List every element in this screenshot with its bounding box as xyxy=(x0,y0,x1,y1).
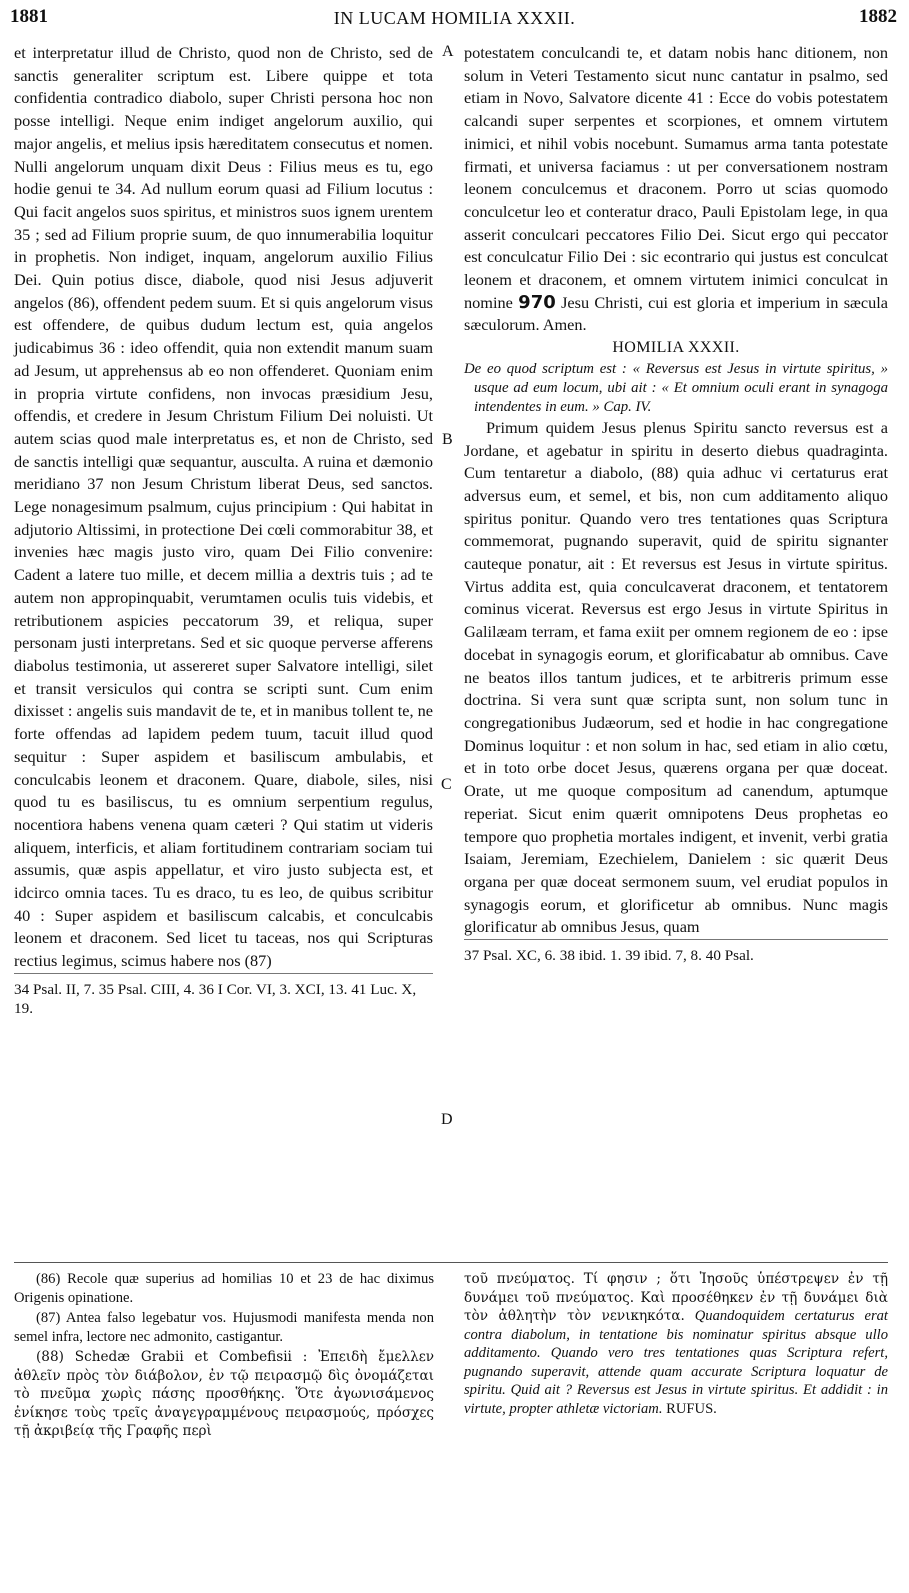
homily-body: Primum quidem Jesus plenus Spiritu sancto reversus est a Jordane, et agebatur in spiritu in deserto diebus quadraginta. Cum tentaretur a diabolo, (88) quia adhuc vi certaturus erat adversus eum, et semel, et bis, non cum additamento aliquo spiritus ponitur. Quando vero tres tentationes quas Scriptura commemorat, pugnando superavit, quid de spiritu signanter cauteque ponatur, ait : Et reversus est Jesus in virtute spiritus. Virtus addita est, quia conculcaverat draconem, et tentatorem cominus vicerat. Reversus est ergo Jesus in virtute Spiritus in Galilæam terram, et fama exiit per omnem regionem de eo : ipse docebat in synagogis eorum, et glorificabatur ab omnibus. Cave ne beatos illos tantum judices, et te arbitreris primum esse doctrina. Si vera sunt quæ scripta sunt, non solum tunc in congregationibus Judæorum, sed et hodie in hac congregatione Dominus loquitur : et non solum in hac, sed etiam in alio cœtu, et in toto orbe docet Jesus, quærens organa per quæ doceat. Orate, ut me quoque compositum ad canendum, aptumque reperiat. Sicut enim quærit omnipotens Deus prophetas eo tempore quo prophetia mortales indigent, et invenit, verbi gratia Isaiam, Jeremiam, Ezechielem, Danielem : sic quærit Deus organa per quæ doceat sermonem suum, vel erudiat populos in synagogis eorum, et glorificetur ab omnibus. Nunc magis glorificatur ab omnibus Jesus, quam xyxy=(464,417,888,937)
right-column xyxy=(464,42,888,965)
footnote-88-latin: Quandoquidem certaturus erat contra diabolum, in tentatione bis nominatur spiritus absque ullo additamento. Quando vero tres tentationes quas Scriptura refert, pugnando superavit, attende quam accurate Scriptura loquatur de spiritu. Quid ait ? Reversus est Jesus in virtute spiritus. Et addidit : in virtute, propter athletæ victoriam. xyxy=(464,1308,888,1417)
page-header xyxy=(0,6,909,36)
page-number-left: 1881 xyxy=(10,6,48,27)
footnote-88-continued xyxy=(464,1270,888,1418)
footnote-86: (86) Recole quæ superius ad homilias 10 et 23 de hac diximus Origenis opinatione. xyxy=(14,1271,434,1306)
footnote-88: (88) Schedæ Grabii et Combefisii : Ἐπειδὴ ἔμελλεν ἀθλεῖν πρὸς τὸν διάβολον, ἐν τῷ πειρασμῷ δὶς ὀνομάζεται τὸ πνεῦμα χωρὶς πάσης προσθήκης. Ὅτε ἀγωνισάμενος ἐνίκησε τοὺς τρεῖς ἀναγεγραμμένους πειρασμούς, πρόσχες τῇ ἀκριβείᾳ τῆς Γραφῆς περὶ xyxy=(14,1349,434,1439)
footnotes-right xyxy=(464,1270,888,1420)
margin-mark-a: A xyxy=(442,43,454,60)
right-column-text-a xyxy=(464,42,888,337)
footnote-87: (87) Antea falso legebatur vos. Hujusmodi manifesta menda non semel infra, lectore nec admonito, castigantur. xyxy=(14,1310,434,1345)
inline-page-number: 970 xyxy=(518,291,556,313)
running-title: IN LUCAM HOMILIA XXXII. xyxy=(333,8,576,28)
margin-mark-c: C xyxy=(441,776,452,793)
footnotes-left xyxy=(14,1270,434,1443)
right-scripture-notes: 37 Psal. XC, 6. 38 ibid. 1. 39 ibid. 7, 8. 40 Psal. xyxy=(464,939,888,965)
homily-summary: De eo quod scriptum est : « Reversus est Jesus in virtute spiritus, » usque ad eum locum, ubi ait : « Et omnium oculi erant in synagoga intendentes in eum. » Cap. IV. xyxy=(464,360,888,415)
homily-title: HOMILIA XXXII. xyxy=(612,339,740,357)
left-column xyxy=(14,42,433,1018)
page-number-right: 1882 xyxy=(859,6,897,27)
left-column-text: et interpretatur illud de Christo, quod non de Christo, sed de sanctis generaliter scriptum est. Libere quippe et tota confidentia contradico diabolo, super Christi persona hoc non posse intelligi. Neque enim indiget angelorum auxilio, qui major angelis, et melius ipsis hæreditatem consecutus et nomen. Nulli angelorum unquam dixit Deus : Filius meus es tu, ego hodie genui te 34. Ad nullum eorum quasi ad Filium locutus : Qui facit angelos suos spiritus, et ministros suos ignem urentem 35 ; sed ad Filium proprie suum, de quo innumerabilia loquitur in prophetis. Non indiget, inquam, angelorum auxilio Filius Dei. Quin potius disce, diabole, quod nisi Jesus adjuverit angelos (86), offendent pedem suum. Et si quis angelorum visus est offendere, de quibus dudum lectum est, quia angelos judicabimus 36 : ideo offendit, quia non extendit manum suam ad Jesum, ut apprehensus ab eo non offenderet. Quoniam enim in propria virtute confidens, non invocas præsidium Jesu, offendis, et credere in Jesum Christum Filium Dei noluisti. Ut autem scias quod male interpretatus es, et non de Christo, sed de sanctis intelligi quæ sequantur, ausculta. A ruina et dæmonio meridiano 37 non Jesum Christum liberat Deus, sed sanctos. Lege nonagesimum psalmum, cujus principium : Qui habitat in adjutorio Altissimi, in protectione Dei cœli commorabitur 38, et invenies hæc magis justo viro, quam Dei Filio convenire: Cadent a latere tuo mille, et decem millia a dextris tuis ; ad te autem non appropinquabit, verumtamen oculis tuis videbis, et retributionem aspicies peccatorum 39, et reliqua, super personam justi interpretans. Sed et sic quoque perverse afferens diabolus testimonia, ut assereret super Salvatore intelligi, silet et transit versiculos qui contra se scripti sunt. Cum enim dixisset : angelis suis mandavit de te, et in manibus tollent te, ne forte offendas ad lapidem pedem tuum, tacuit illud quod sequitur : Super aspidem et basiliscum ambulabis, et conculcabis leonem et draconem. Quare, diabole, siles, nisi quod tu es basiliscus, tu es omnium serpentium regulus, nocentiora habens venena quam cæteri ? Qui statim ut videris aliquem, interficis, et aliam fortitudinem contrariam sociam tui assumis, quæ aspis appellatur, et viro justo subjecta est, et idcirco omnia taces. Tu es draco, tu es leo, de quibus scribitur 40 : Super aspidem et basiliscum calcabis, et conculcabis leonem et draconem. Sed licet tu taceas, nos qui Scripturas rectius legimus, scimus habere nos (87) xyxy=(14,43,433,971)
right-text-a: potestatem conculcandi te, et datam nobis hanc ditionem, non solum in Veteri Testamento sicut nunc cantatur in psalmo, sed etiam in Novo, Salvatore dicente 41 : Ecce do vobis potestatem calcandi super serpentes et scorpiones, et omnem virtutem inimici, et nihil vobis nocebunt. Sumamus arma tanta potestate firmati, et universa faciamus : ut per conversationem nostram leonem conculcemus et draconem. Porro ut scias quomodo conculcetur leo et conteratur draco, Pauli Epistolam lege, in qua asserit conculcari peccatores Filio Dei. Sicut ergo qui peccator est conculcatur Filio Dei : sic econtrario qui justus est conculcat leonem et draconem, et omnem virtutem inimici conculcat in nomine xyxy=(464,43,888,312)
footnote-signature: RUFUS. xyxy=(666,1400,717,1417)
margin-mark-d: D xyxy=(441,1111,453,1128)
right-text-b: Jesu Christi, cui est gloria et imperium in sæcula sæculorum. Amen. xyxy=(464,292,889,335)
margin-mark-b: B xyxy=(442,431,453,448)
footnote-88-greek: τοῦ πνεύματος. Τί φησιν ; ὅτι Ἰησοῦς ὑπέστρεψεν ἐν τῇ δυνάμει τοῦ πνεύματος. Καὶ προσέθηκεν ἐν τῇ δυνάμει διὰ τὸν ἀθλητὴν τὸν νενικηκότα. xyxy=(464,1271,888,1324)
footnote-rule xyxy=(14,1262,888,1263)
left-scripture-notes: 34 Psal. II, 7. 35 Psal. CIII, 4. 36 I Cor. VI, 3. XCI, 13. 41 Luc. X, 19. xyxy=(14,973,433,1018)
